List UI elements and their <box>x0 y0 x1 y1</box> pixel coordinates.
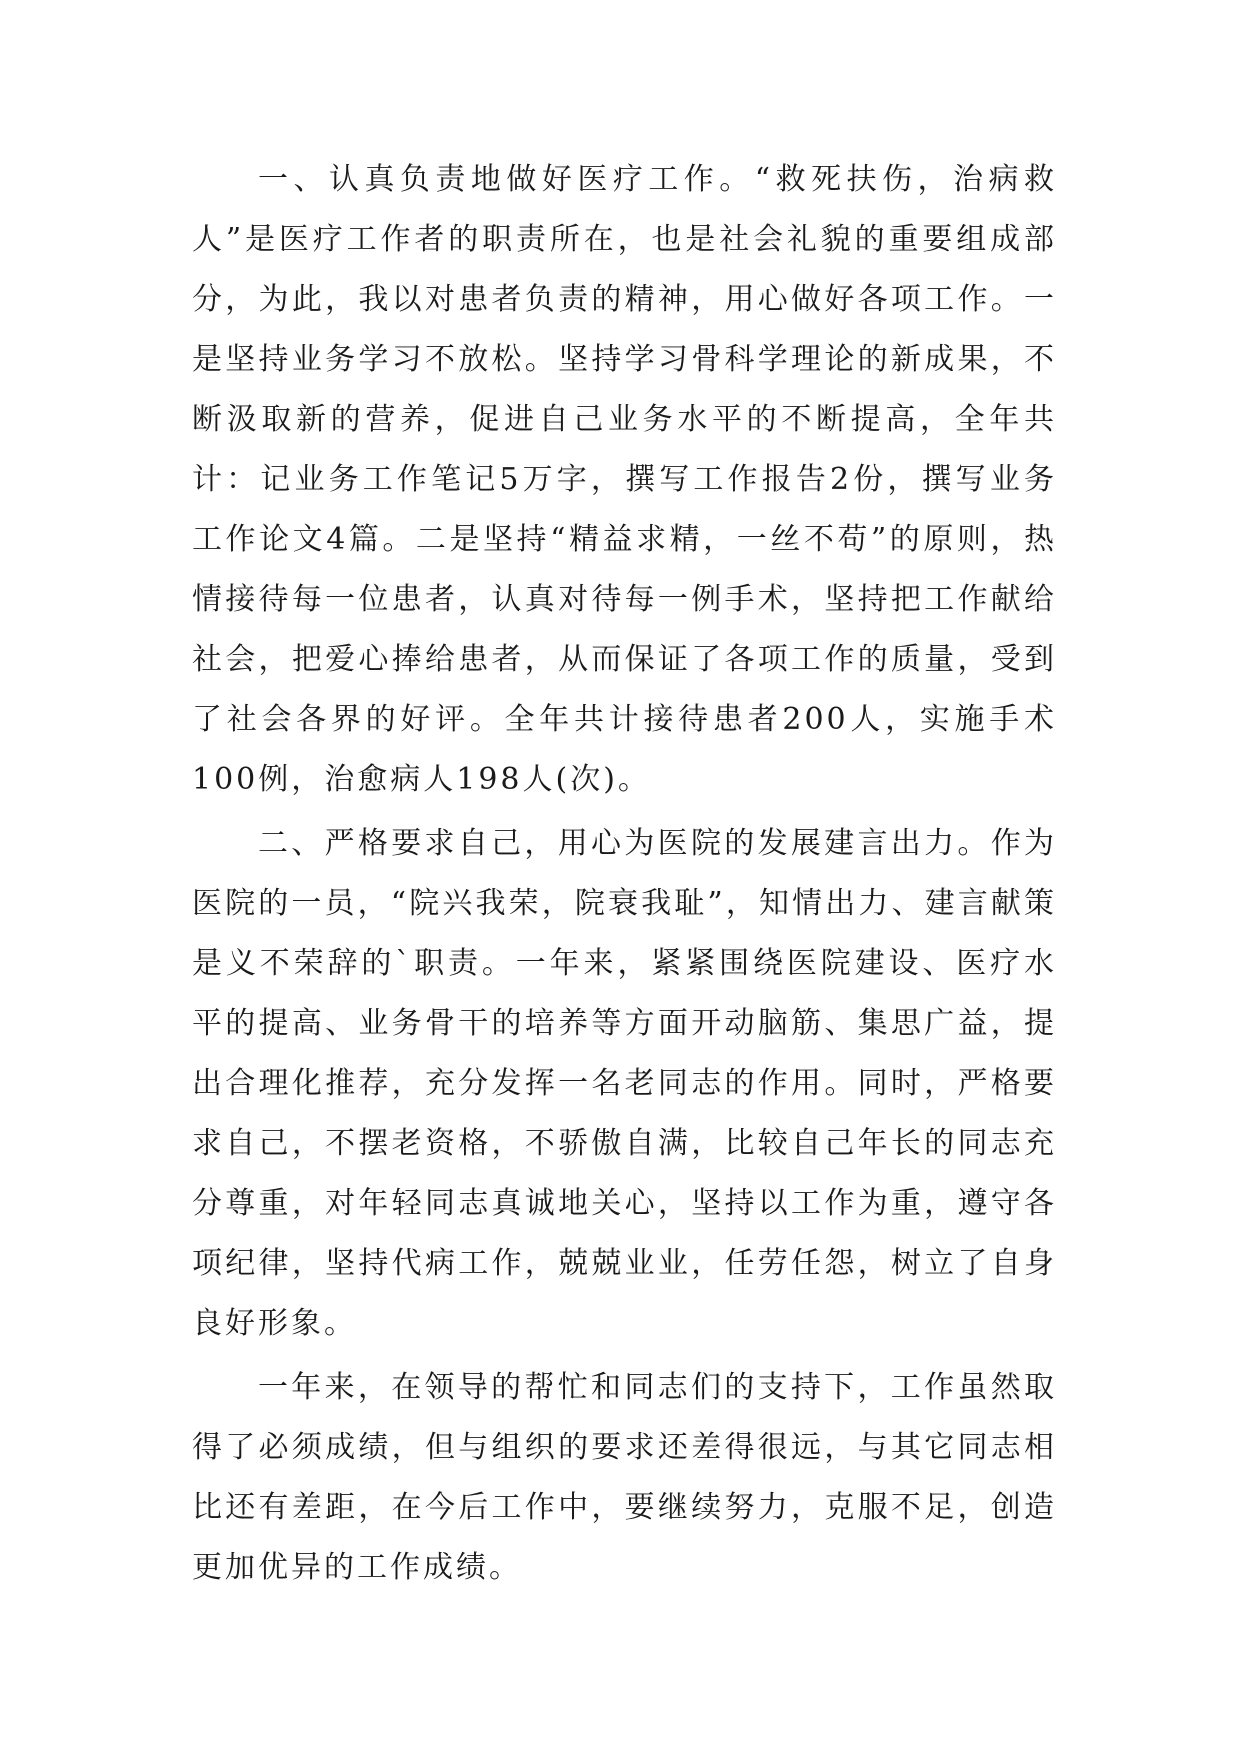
paragraph-summary: 一年来，在领导的帮忙和同志们的支持下，工作虽然取得了必须成绩，但与组织的要求还差得很远，与其它同志相比还有差距，在今后工作中，要继续努力，克服不足，创造更加优异的工作成绩。 <box>192 1370 1057 1585</box>
document-page <box>192 150 1057 1602</box>
paragraph-medical-work: 一、认真负责地做好医疗工作。“救死扶伤，治病救人”是医疗工作者的职责所在，也是社会礼貌的重要组成部分，为此，我以对患者负责的精神，用心做好各项工作。一是坚持业务学习不放松。坚持学习骨科学理论的新成果，不断汲取新的营养，促进自己业务水平的不断提高，全年共计：记业务工作笔记5万字，撰写工作报告2份，撰写业务工作论文4篇。二是坚持“精益求精，一丝不苟”的原则，热情接待每一位患者，认真对待每一例手术，坚持把工作献给社会，把爱心捧给患者，从而保证了各项工作的质量，受到了社会各界的好评。全年共计接待患者200人，实施手术100例，治愈病人198人(次)。 <box>192 162 1057 797</box>
paragraph-self-discipline: 二、严格要求自己，用心为医院的发展建言出力。作为医院的一员，“院兴我荣，院衰我耻”，知情出力、建言献策是义不荣辞的`职责。一年来，紧紧围绕医院建设、医疗水平的提高、业务骨干的培养等方面开动脑筋、集思广益，提出合理化推荐，充分发挥一名老同志的作用。同时，严格要求自己，不摆老资格，不骄傲自满，比较自己年长的同志充分尊重，对年轻同志真诚地关心，坚持以工作为重，遵守各项纪律，坚持代病工作，兢兢业业，任劳任怨，树立了自身良好形象。 <box>192 826 1057 1341</box>
